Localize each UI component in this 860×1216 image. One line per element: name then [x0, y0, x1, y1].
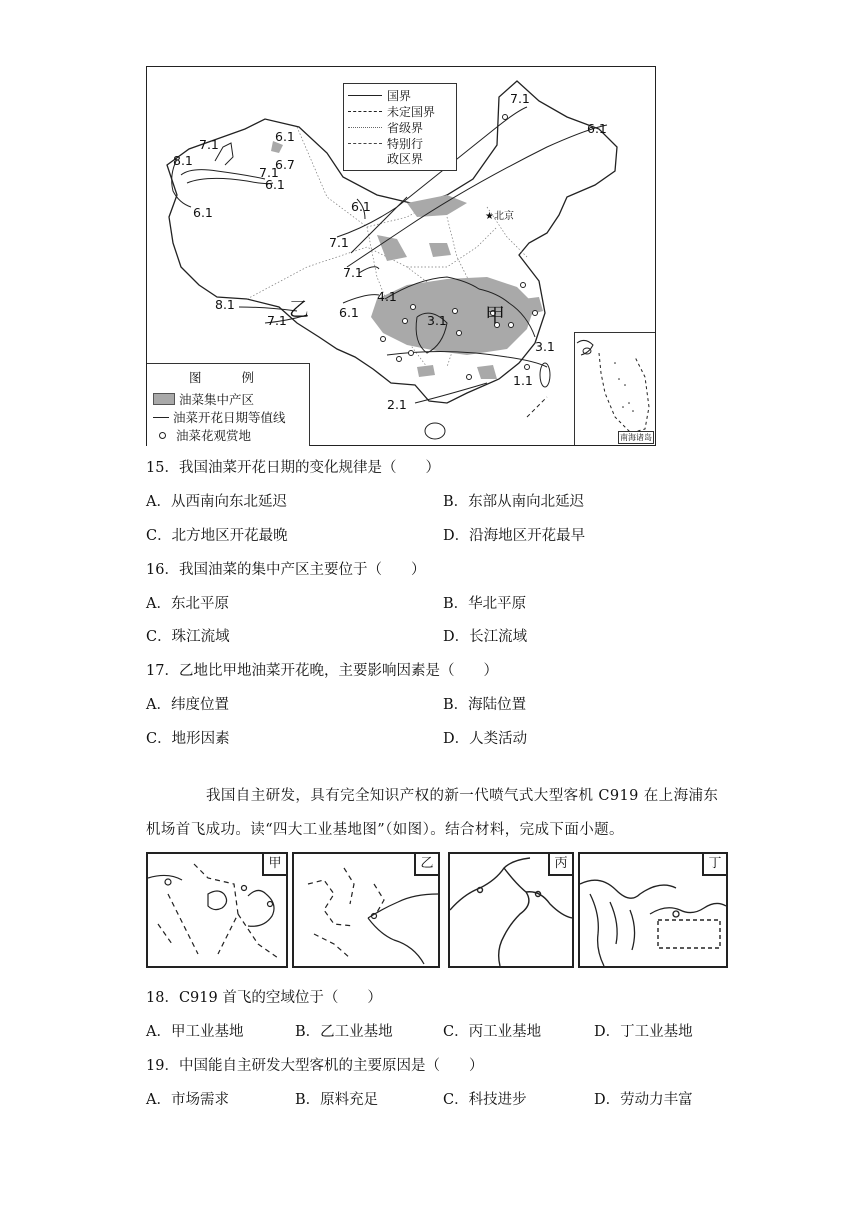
question-18-option-c[interactable]: C．丙工业基地	[443, 1024, 542, 1040]
question-17-option-c[interactable]: C．地形因素	[146, 731, 230, 747]
legend-site-row	[153, 426, 251, 444]
isoline-label: 7.1	[259, 165, 279, 180]
isoline-label: 3.1	[427, 313, 447, 328]
question-19-option-c[interactable]: C．科技进步	[443, 1092, 527, 1108]
isoline-label: 7.1	[267, 313, 287, 328]
isoline-label: 3.1	[535, 339, 555, 354]
isoline-label: 6.1	[339, 305, 359, 320]
question-19-stem: 19．中国能自主研发大型客机的主要原因是（ ）	[146, 1058, 484, 1074]
isoline-label: 7.1	[199, 137, 219, 152]
question-17-option-b[interactable]: B．海陆位置	[443, 697, 527, 713]
hainan-island	[425, 423, 445, 439]
question-18-option-d[interactable]: D．丁工业基地	[594, 1024, 693, 1040]
rapeseed-flowering-map	[146, 66, 656, 446]
question-15-stem: 15．我国油菜开花日期的变化规律是（ ）	[146, 460, 440, 476]
panel-tag-ding: 丁	[702, 854, 726, 876]
dashed-line-swatch	[348, 111, 382, 112]
boundary-sar-row-2	[387, 150, 423, 167]
beijing-name: 北京	[493, 211, 514, 222]
isoline-label: 6.1	[193, 205, 213, 220]
region-jia-label: 甲	[485, 303, 505, 327]
question-18-stem: 18．C919 首飞的空域位于（ ）	[146, 990, 382, 1006]
boundary-legend	[343, 83, 457, 171]
question-18-option-b[interactable]: B．乙工业基地	[295, 1024, 393, 1040]
isoline-label: 4.1	[377, 289, 397, 304]
isoline-label: 8.1	[173, 153, 193, 168]
boundary-undetermined-row	[348, 103, 435, 120]
capital-star-icon: ★	[485, 211, 494, 222]
legend-title: 图 例	[189, 370, 272, 385]
legend-site-label: 油菜花观赏地	[176, 428, 252, 443]
question-19-option-d[interactable]: D．劳动力丰富	[594, 1092, 693, 1108]
legend-isoline-row	[153, 408, 286, 426]
isoline-label: 1.1	[513, 373, 533, 388]
question-16-option-c[interactable]: C．珠江流域	[146, 629, 230, 645]
industrial-base-panel-ding	[578, 852, 728, 968]
isoline-label: 7.1	[510, 91, 530, 106]
industrial-base-panel-bing	[448, 852, 574, 968]
boundary-provincial-label: 省级界	[387, 121, 424, 135]
question-19-option-b[interactable]: B．原料充足	[295, 1092, 379, 1108]
question-15-option-d[interactable]: D．沿海地区开花最早	[443, 528, 586, 544]
isoline-label: 6.1	[265, 177, 285, 192]
undetermined-boundary	[527, 397, 547, 417]
industrial-base-panel-yi	[292, 852, 440, 968]
question-17-stem: 17．乙地比甲地油菜开花晚，主要影响因素是（ ）	[146, 663, 498, 679]
panel-tag-jia: 甲	[262, 854, 286, 876]
isoline-label: 7.1	[329, 235, 349, 250]
boundary-provincial-row	[348, 119, 423, 136]
boundary-undetermined-label: 未定国界	[387, 105, 436, 119]
question-18-option-a[interactable]: A．甲工业基地	[146, 1024, 244, 1040]
question-19-option-a[interactable]: A．市场需求	[146, 1092, 229, 1108]
legend-area-row	[153, 390, 254, 408]
beijing-label	[485, 207, 514, 222]
south-china-sea-inset	[574, 332, 655, 445]
question-15-option-c[interactable]: C．北方地区开花最晚	[146, 528, 288, 544]
question-17-option-d[interactable]: D．人类活动	[443, 731, 528, 747]
isoline-label: 2.1	[387, 397, 407, 412]
dash-dot-line-swatch	[348, 143, 382, 144]
boundary-national-label: 国界	[387, 89, 412, 103]
passage-line-1: 我国自主研发，具有完全知识产权的新一代喷气式大型客机 C919 在上海浦东	[206, 788, 719, 804]
gray-area-swatch	[153, 393, 175, 405]
question-16-option-a[interactable]: A．东北平原	[146, 596, 229, 612]
dotted-line-swatch	[348, 127, 382, 128]
rapeseed-areas	[271, 141, 543, 379]
panel-tag-bing: 丙	[548, 854, 572, 876]
question-17-option-a[interactable]: A．纬度位置	[146, 697, 229, 713]
inset-graphic	[575, 333, 655, 445]
isoline-label: 8.1	[215, 297, 235, 312]
industrial-base-panel-jia	[146, 852, 288, 968]
passage-line-2: 机场首飞成功。读“四大工业基地图”（如图）。结合材料，完成下面小题。	[146, 822, 624, 838]
solid-line-swatch	[348, 95, 382, 96]
legend-area-label: 油菜集中产区	[179, 392, 255, 407]
isoline-label: 7.1	[343, 265, 363, 280]
site-dot-icon	[159, 432, 166, 439]
isoline-label: 6.1	[351, 199, 371, 214]
question-15-option-a[interactable]: A．从西南向东北延迟	[146, 494, 287, 510]
isoline-label: 6.1	[275, 129, 295, 144]
question-16-option-d[interactable]: D．长江流域	[443, 629, 528, 645]
boundary-national-row	[348, 87, 411, 104]
region-yi-label: 乙	[289, 297, 309, 321]
inset-label: 南海诸岛	[620, 433, 652, 442]
question-16-option-b[interactable]: B．华北平原	[443, 596, 527, 612]
boundary-sar-label-1: 特别行	[387, 137, 424, 151]
map-legend	[147, 363, 310, 446]
legend-isoline-label: 油菜开花日期等值线	[173, 410, 286, 425]
question-15-option-b[interactable]: B．东部从南向北延迟	[443, 494, 585, 510]
panel-tag-yi: 乙	[414, 854, 438, 876]
question-16-stem: 16．我国油菜的集中产区主要位于（ ）	[146, 562, 426, 578]
isoline-label: 6.7	[275, 157, 295, 172]
isoline-label: 6.1	[587, 121, 607, 136]
boundary-sar-label-2: 政区界	[387, 152, 424, 166]
isoline-swatch	[153, 417, 169, 418]
